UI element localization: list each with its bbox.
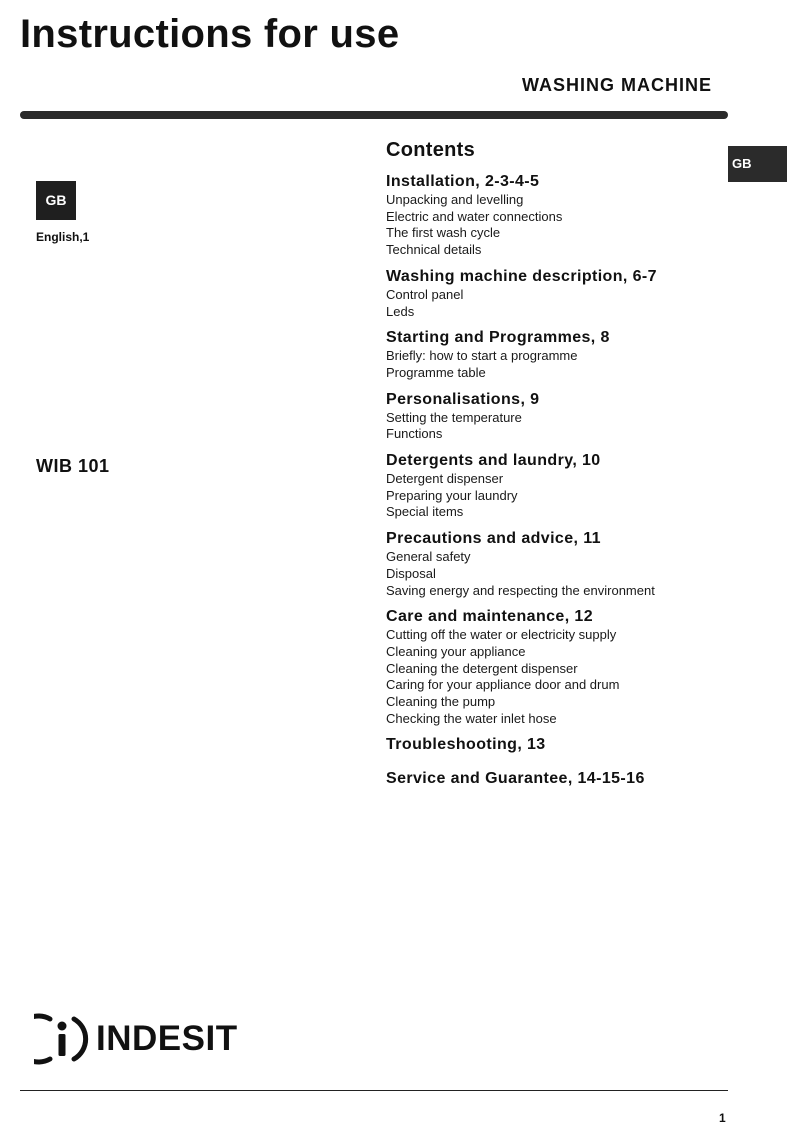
toc-item: Programme table xyxy=(386,364,486,380)
toc-heading: Installation, 2-3-4-5 xyxy=(386,173,540,190)
toc-item: Functions xyxy=(386,426,443,442)
toc-section-starting xyxy=(386,328,746,381)
toc-item: Briefly: how to start a programme xyxy=(386,348,578,364)
toc-heading: Care and maintenance, 12 xyxy=(386,608,594,626)
toc-item: Setting the temperature xyxy=(386,409,522,425)
toc-heading: Service and Guarantee, 14-15-16 xyxy=(386,770,645,788)
toc-section-troubleshooting xyxy=(386,735,746,755)
page-number: 1 xyxy=(719,1111,726,1125)
toc-section-personalisations xyxy=(386,390,746,443)
toc-section-service xyxy=(386,769,746,789)
indesit-i-logo-icon xyxy=(34,1013,90,1065)
footer-divider xyxy=(20,1090,728,1091)
toc-item: Caring for your appliance door and drum xyxy=(386,677,620,693)
toc-item: Preparing your laundry xyxy=(386,487,518,503)
toc-item: Control panel xyxy=(386,286,464,302)
toc-item: The first wash cycle xyxy=(386,225,501,241)
toc-section-description xyxy=(386,267,746,320)
language-side-tab: GB xyxy=(728,146,787,182)
toc-item: Checking the water inlet hose xyxy=(386,710,557,726)
document-subtitle: WASHING MACHINE xyxy=(522,75,712,95)
header-divider xyxy=(20,111,728,119)
language-badge: GB xyxy=(36,181,76,220)
toc-heading: Personalisations, 9 xyxy=(386,390,540,408)
toc-heading: Troubleshooting, 13 xyxy=(386,736,546,754)
toc-heading: Precautions and advice, 11 xyxy=(386,530,601,548)
toc-item: Electric and water connections xyxy=(386,208,563,224)
toc-section-precautions xyxy=(386,529,746,599)
document-title: Instructions for use xyxy=(20,12,400,56)
toc-item: General safety xyxy=(386,549,471,565)
toc-section-detergents xyxy=(386,451,746,521)
toc-item: Disposal xyxy=(386,565,436,581)
indesit-logo xyxy=(34,1013,244,1065)
toc-heading: Detergents and laundry, 10 xyxy=(386,452,601,470)
table-of-contents xyxy=(386,137,746,797)
toc-heading: Washing machine description, 6-7 xyxy=(386,267,657,285)
toc-item: Technical details xyxy=(386,242,482,258)
language-label: English,1 xyxy=(36,230,90,244)
toc-heading: Starting and Programmes, 8 xyxy=(386,329,610,347)
contents-title: Contents xyxy=(386,139,476,161)
brand-wordmark: INDESIT xyxy=(96,1019,238,1058)
toc-item: Detergent dispenser xyxy=(386,471,504,487)
toc-item: Special items xyxy=(386,504,464,520)
toc-item: Cutting off the water or electricity supply xyxy=(386,627,617,643)
toc-item: Unpacking and levelling xyxy=(386,192,524,207)
model-name: WIB 101 xyxy=(36,456,110,476)
toc-section-care xyxy=(386,607,746,727)
toc-item: Cleaning your appliance xyxy=(386,643,526,659)
toc-item: Cleaning the detergent dispenser xyxy=(386,660,578,676)
toc-item: Saving energy and respecting the environment xyxy=(386,582,655,598)
toc-section-installation xyxy=(386,172,746,259)
toc-item: Leds xyxy=(386,303,415,319)
toc-item: Cleaning the pump xyxy=(386,694,496,710)
